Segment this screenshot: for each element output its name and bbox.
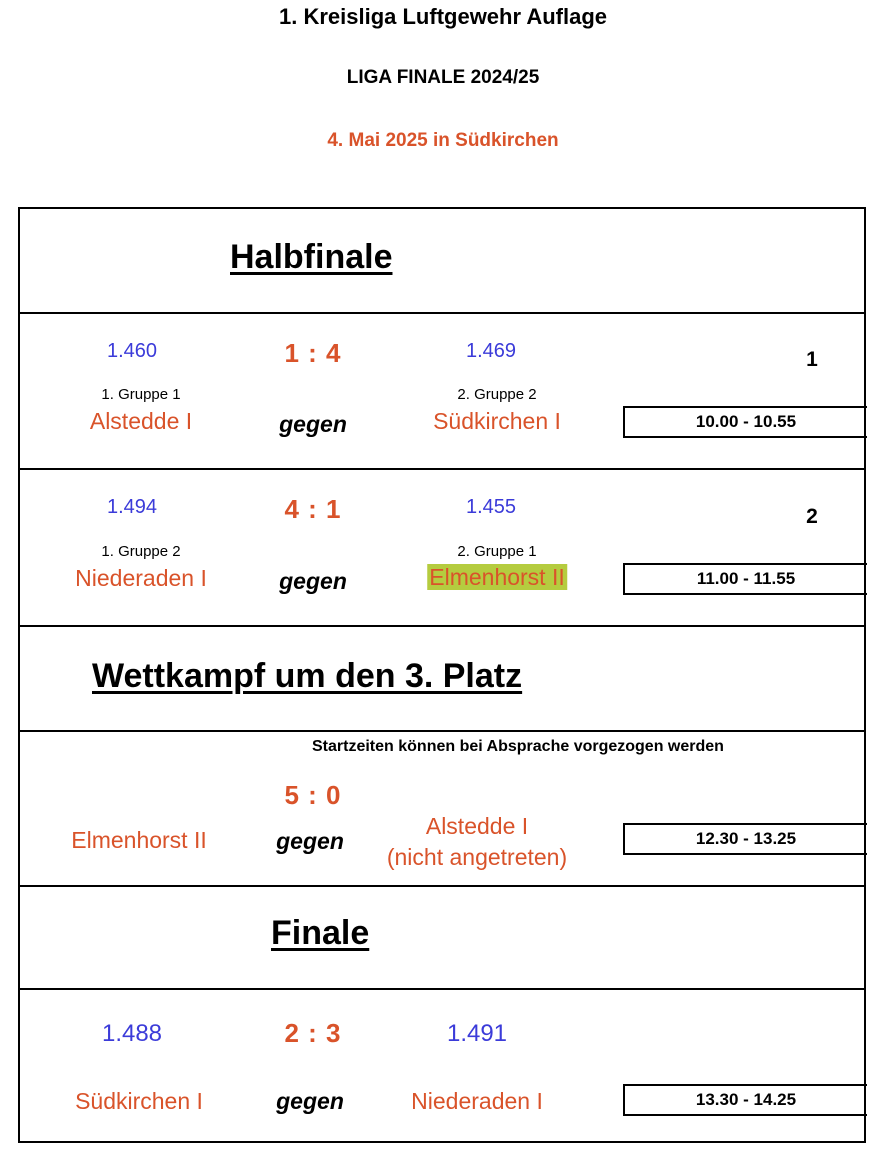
hf1-away-team: Südkirchen I <box>433 408 561 434</box>
p3-result: 5 : 0 <box>284 780 342 810</box>
p3-time-slot: 12.30 - 13.25 <box>623 823 867 855</box>
hf2-result: 4 : 1 <box>284 494 342 524</box>
final-vs: gegen <box>276 1088 344 1114</box>
final-away-team: Niederaden I <box>411 1088 543 1114</box>
p3-home-team: Elmenhorst II <box>71 827 207 853</box>
final-time-slot: 13.30 - 14.25 <box>623 1084 867 1116</box>
hf2-home-group: 1. Gruppe 2 <box>101 543 181 560</box>
start-time-note: Startzeiten können bei Absprache vorgezogen werden <box>312 738 724 755</box>
p3-away-note: (nicht angetreten) <box>386 844 568 870</box>
hf2-vs: gegen <box>279 568 347 594</box>
row-divider <box>18 730 866 732</box>
p3-away-team: Alstedde I <box>425 813 529 839</box>
hf2-match-number: 2 <box>806 505 818 528</box>
hf1-result: 1 : 4 <box>284 338 342 368</box>
hf2-away-team-wrap <box>427 564 567 591</box>
hf1-home-group: 1. Gruppe 1 <box>101 386 181 403</box>
hf1-home-team: Alstedde I <box>89 408 193 434</box>
hf2-home-team: Niederaden I <box>75 565 207 591</box>
section-heading-finale: Finale <box>271 914 370 952</box>
p3-vs: gegen <box>276 828 344 854</box>
final-home-score: 1.488 <box>101 1020 163 1047</box>
event-date: 4. Mai 2025 in Südkirchen <box>327 130 559 151</box>
hf2-away-team: Elmenhorst II <box>429 564 565 590</box>
hf1-match-number: 1 <box>806 348 818 371</box>
row-divider <box>18 885 866 887</box>
hf1-away-group: 2. Gruppe 2 <box>457 386 537 403</box>
row-divider <box>18 468 866 470</box>
section-heading-halbfinale: Halbfinale <box>230 238 393 276</box>
hf1-away-score: 1.469 <box>465 340 517 362</box>
document-title: 1. Kreisliga Luftgewehr Auflage <box>278 4 608 29</box>
final-home-team: Südkirchen I <box>75 1088 203 1114</box>
final-result: 2 : 3 <box>284 1018 342 1048</box>
hf2-away-score: 1.455 <box>465 496 517 518</box>
row-divider <box>18 988 866 990</box>
hf1-home-score: 1.460 <box>106 340 158 362</box>
section-heading-platz3: Wettkampf um den 3. Platz <box>92 657 523 695</box>
hf2-away-group: 2. Gruppe 1 <box>457 543 537 560</box>
row-divider <box>18 312 866 314</box>
hf2-home-score: 1.494 <box>106 496 158 518</box>
row-divider <box>18 625 866 627</box>
hf1-vs: gegen <box>279 411 347 437</box>
final-away-score: 1.491 <box>446 1020 508 1047</box>
hf2-time-slot: 11.00 - 11.55 <box>623 563 867 595</box>
document-subtitle: LIGA FINALE 2024/25 <box>346 67 540 88</box>
hf1-time-slot: 10.00 - 10.55 <box>623 406 867 438</box>
